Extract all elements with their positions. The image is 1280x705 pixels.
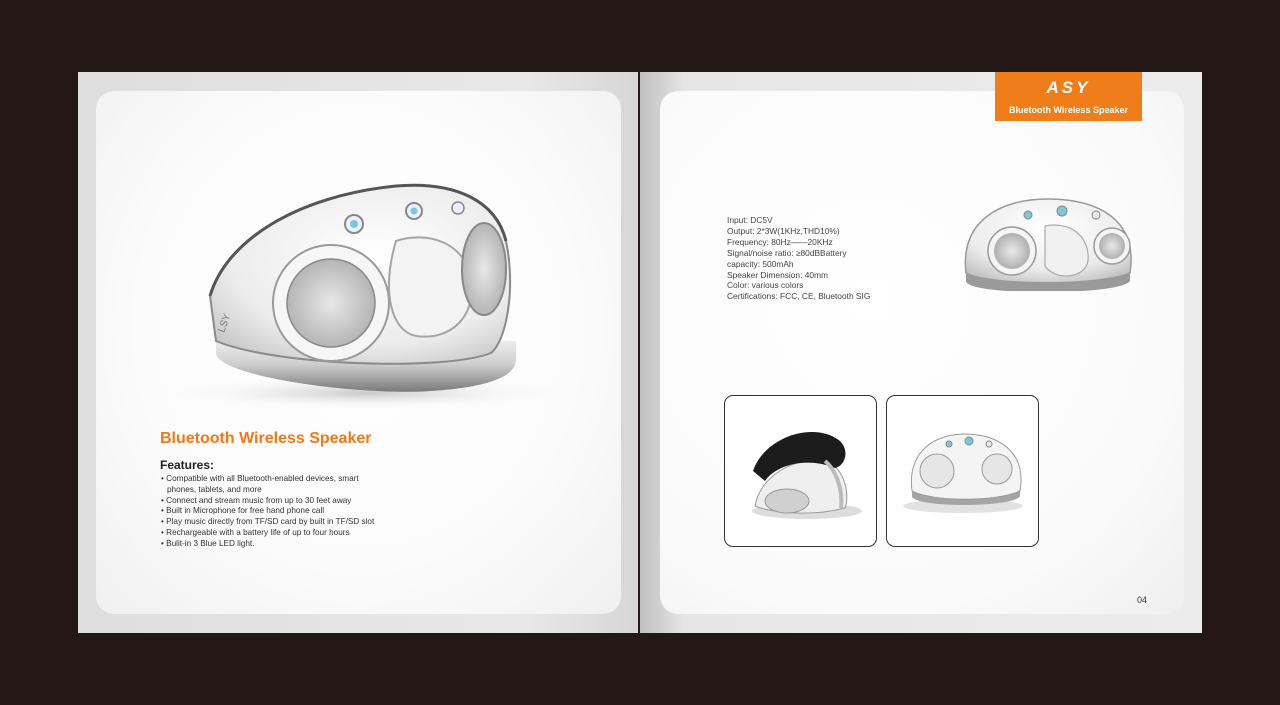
list-item: • Built in Microphone for free hand phone call (161, 506, 387, 517)
features-list (161, 474, 387, 550)
specs-list (727, 215, 870, 302)
brand-logo: ASY (1046, 78, 1091, 97)
thumbnail-silver-speaker (886, 395, 1039, 547)
page-number: 04 (1137, 595, 1148, 605)
thumbnail-black-speaker (724, 395, 877, 547)
spec-line: Speaker Dimension: 40mm (727, 269, 829, 280)
brand-subtitle: Bluetooth Wireless Speaker (1009, 105, 1128, 115)
list-item: • Bulit-in 3 Blue LED light. (161, 539, 387, 550)
list-item: • Rechargeable with a battery life of up to four hours (161, 528, 387, 539)
left-page (78, 72, 638, 633)
list-item: • Compatible with all Bluetooth-enabled devices, smart phones, tablets, and more (161, 474, 387, 496)
speaker-logo: LSY (216, 312, 234, 335)
list-item: • Connect and stream music from up to 30 feet away (161, 496, 387, 507)
right-page (640, 72, 1202, 633)
spec-line: Frequency: 80Hz——20KHz (727, 236, 833, 247)
spec-line: capacity: 500mAh (727, 258, 794, 269)
speaker-main-image (96, 91, 621, 421)
product-title: Bluetooth Wireless Speaker (160, 430, 372, 447)
spec-line: Input: DC5V (727, 215, 773, 225)
spec-line: Color: various colors (727, 280, 804, 291)
features-heading: Features: (160, 458, 215, 472)
brand-tab (995, 72, 1142, 121)
spec-line: Output: 2*3W(1KHz,THD10%) (727, 225, 840, 236)
spec-line: Signal/noise ratio: ≥80dBBattery (727, 247, 847, 258)
list-item: • Play music directly from TF/SD card by built in TF/SD slot (161, 517, 387, 528)
spec-line: Certifications: FCC, CE, Bluetooth SIG (727, 291, 871, 302)
